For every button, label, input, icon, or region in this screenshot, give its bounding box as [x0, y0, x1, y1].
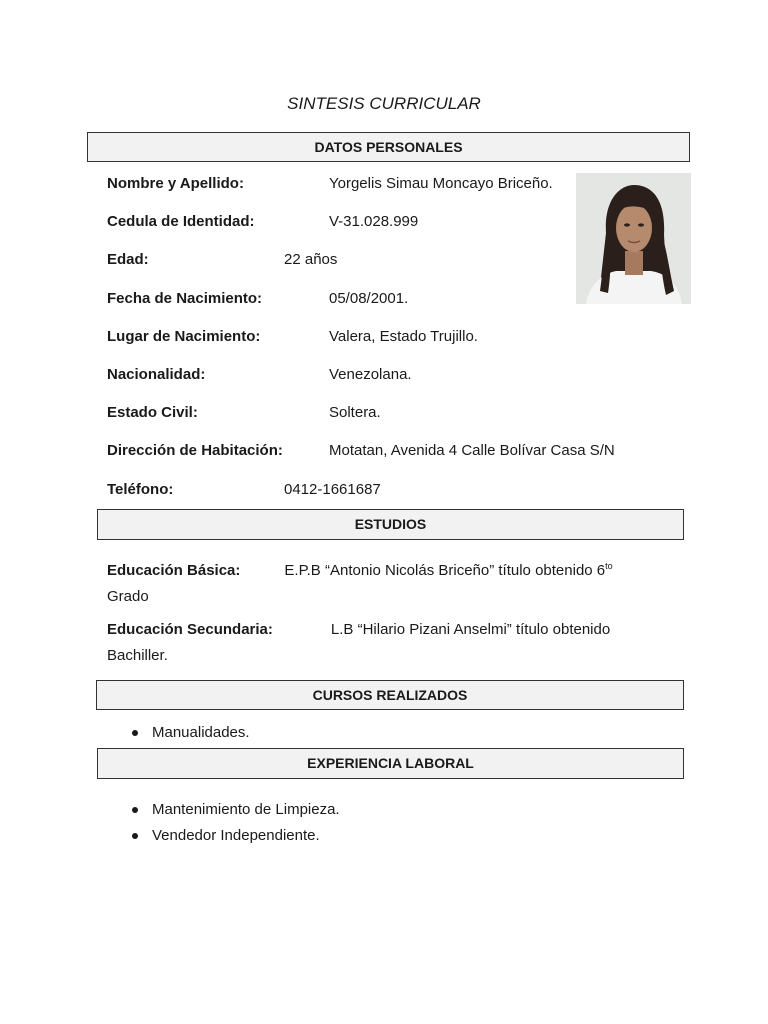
row-address	[107, 442, 615, 459]
field-label: Teléfono:	[107, 481, 174, 498]
courses-list	[130, 720, 250, 746]
row-birthplace	[107, 328, 478, 345]
study-basic	[107, 553, 667, 610]
field-label: Lugar de Nacimiento:	[107, 328, 261, 345]
field-value: 05/08/2001.	[329, 290, 409, 307]
field-value: V-31.028.999	[329, 213, 419, 230]
field-label: Educación Básica:	[107, 562, 241, 579]
field-value: 22 años	[284, 251, 338, 268]
row-birthdate	[107, 290, 409, 307]
row-name	[107, 175, 553, 192]
field-value: E.P.B “Antonio Nicolás Briceño” título obtenido 6	[284, 562, 606, 579]
field-label: Dirección de Habitación:	[107, 442, 283, 459]
field-label: Estado Civil:	[107, 404, 198, 421]
bullet-icon	[132, 807, 138, 813]
row-id	[107, 213, 419, 230]
field-label: Cedula de Identidad:	[107, 213, 255, 230]
experience-list	[130, 797, 340, 849]
field-value-continued: Bachiller.	[107, 647, 168, 664]
field-label: Educación Secundaria:	[107, 621, 273, 638]
row-civil-status	[107, 404, 381, 421]
section-header-experience	[97, 748, 684, 779]
section-header-courses	[96, 680, 684, 710]
ordinal-superscript: to	[605, 561, 613, 571]
field-label: Edad:	[107, 251, 149, 268]
field-value: Motatan, Avenida 4 Calle Bolívar Casa S/N	[329, 442, 615, 459]
section-header-studies	[97, 509, 684, 540]
field-value: L.B “Hilario Pizani Anselmi” título obtenido	[330, 621, 611, 638]
field-label: Nacionalidad:	[107, 366, 206, 383]
row-age	[107, 251, 338, 268]
bullet-icon	[132, 833, 138, 839]
field-value: 0412-1661687	[284, 481, 381, 498]
document-title: SINTESIS CURRICULAR	[287, 94, 481, 113]
field-value: Soltera.	[329, 404, 381, 421]
list-item	[130, 823, 340, 849]
list-item-text: Manualidades.	[152, 724, 250, 741]
portrait-photo	[576, 173, 691, 304]
list-item-text: Vendedor Independiente.	[152, 827, 320, 844]
list-item-text: Mantenimiento de Limpieza.	[152, 801, 340, 818]
study-secondary	[107, 617, 667, 669]
bullet-icon	[132, 730, 138, 736]
section-title: ESTUDIOS	[354, 516, 427, 532]
row-nationality	[107, 366, 412, 383]
section-title: CURSOS REALIZADOS	[312, 687, 468, 703]
field-label: Nombre y Apellido:	[107, 175, 244, 192]
list-item	[130, 720, 250, 746]
field-value-continued: Grado	[107, 588, 149, 605]
field-value: Venezolana.	[329, 366, 412, 383]
field-value: Yorgelis Simau Moncayo Briceño.	[329, 175, 553, 192]
portrait-photo-icon	[576, 173, 691, 304]
field-value: Valera, Estado Trujillo.	[329, 328, 478, 345]
section-header-personal	[87, 132, 690, 162]
row-phone	[107, 481, 381, 498]
section-title: EXPERIENCIA LABORAL	[307, 755, 474, 771]
section-title: DATOS PERSONALES	[314, 139, 463, 155]
list-item	[130, 797, 340, 823]
field-label: Fecha de Nacimiento:	[107, 290, 263, 307]
